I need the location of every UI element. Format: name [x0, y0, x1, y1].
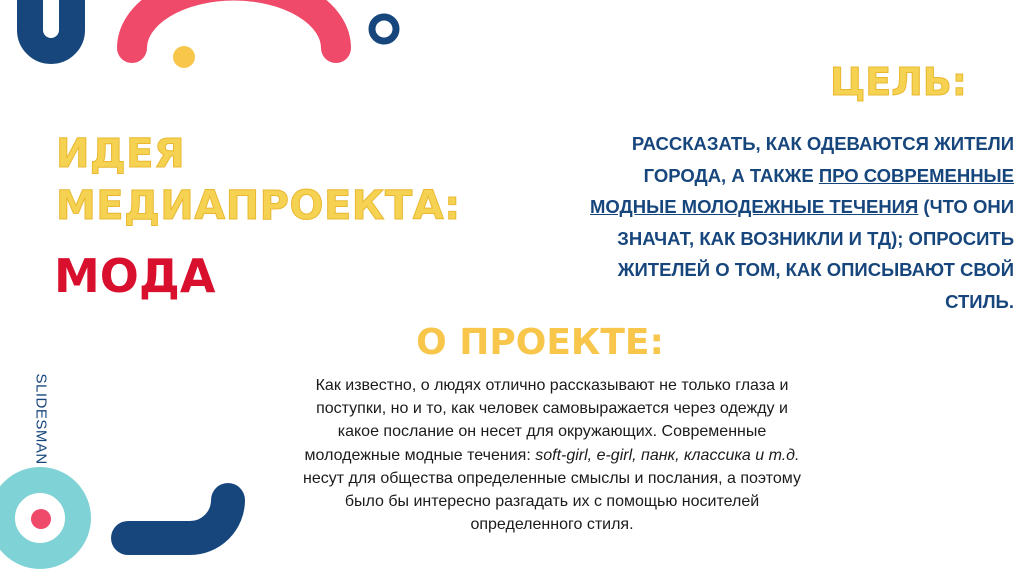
goal-line-4: ЗНАЧАТ, КАК ВОЗНИКЛИ И ТД); ОПРОСИТЬ: [617, 227, 1014, 249]
idea-line-2: МЕДИАПРОЕКТА:: [56, 183, 461, 229]
goal-line-2: [560, 160, 1014, 192]
about-line-1: Как известно, о людях отлично рассказывают не только глаза и: [315, 377, 789, 394]
about-line-7: определенного стиля.: [470, 516, 634, 534]
goal-line-2-text: ГОРОДА, А ТАКЖЕ: [643, 164, 819, 186]
about-heading: О ПРОЕКТЕ:: [416, 322, 664, 363]
yellow-dot: [173, 46, 195, 68]
navy-ring: [372, 17, 396, 41]
watermark: SLIDESMAN: [32, 373, 50, 465]
about-line-2: поступки, но и то, как человек самовыражается через одежду и: [316, 400, 788, 418]
goal-line-3: [560, 191, 1014, 223]
about-line-3: какое послание он несет для окружающих. Современные: [337, 423, 767, 441]
goal-line-1: РАССКАЗАТЬ, КАК ОДЕВАЮТСЯ ЖИТЕЛИ: [631, 133, 1014, 154]
goal-text: [560, 128, 1014, 317]
about-text: [272, 374, 832, 536]
idea-heading: [56, 128, 461, 232]
about-line-6: было бы интересно разгадать их с помощью носителей: [344, 493, 760, 511]
idea-line-1: ИДЕЯ: [56, 131, 186, 177]
about-line-4-text: молодежные модные течения:: [304, 446, 536, 464]
about-line-4: [272, 444, 832, 467]
navy-hook-shape: [128, 500, 228, 538]
navy-u-shape: [30, 0, 72, 51]
goal-line-3-underlined: МОДНЫЕ МОЛОДЕЖНЫЕ ТЕЧЕНИЯ: [590, 196, 919, 217]
pink-dot: [31, 509, 51, 529]
goal-heading: ЦЕЛЬ:: [830, 60, 967, 104]
idea-topic: МОДА: [54, 249, 216, 303]
goal-line-5: ЖИТЕЛЕЙ О ТОМ, КАК ОПИСЫВАЮТ СВОЙ: [617, 259, 1014, 280]
goal-line-2-underlined: ПРО СОВРЕМЕННЫЕ: [818, 164, 1014, 186]
goal-line-6: СТИЛЬ.: [945, 290, 1014, 312]
goal-line-3-text: (ЧТО ОНИ: [918, 196, 1014, 217]
about-line-4-italic: soft-girl, e-girl, панк, классика и т.д.: [535, 446, 800, 464]
about-line-5: несут для общества определенные смыслы и послания, а поэтому: [303, 469, 801, 487]
pink-arch-shape: [132, 0, 336, 48]
